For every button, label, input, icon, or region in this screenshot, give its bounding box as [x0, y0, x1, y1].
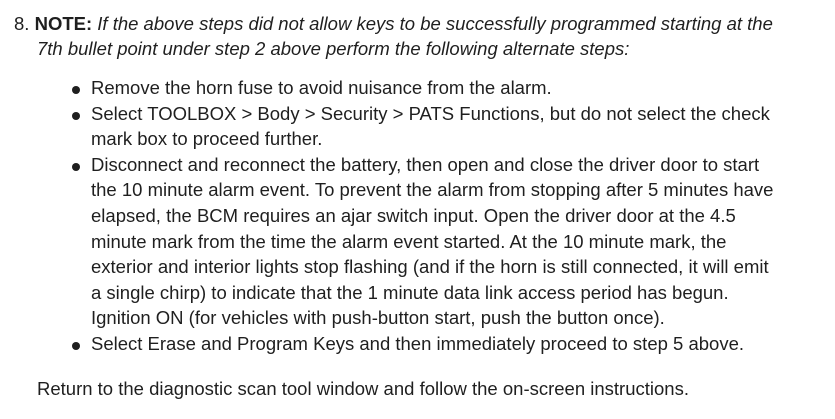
bullet-text-line: Remove the horn fuse to avoid nuisance from the alarm.: [91, 77, 552, 98]
bullet-dot-icon: [72, 112, 80, 120]
step-8-heading: [14, 11, 829, 36]
bullet-text-line: Ignition ON (for vehicles with push-button start, push the button once).: [91, 307, 665, 329]
bullet-text-line: the 10 minute alarm event. To prevent the alarm from stopping after 5 minutes have: [91, 179, 774, 201]
bullet-text-line: mark box to proceed further.: [91, 128, 323, 150]
note-label: NOTE:: [34, 13, 93, 34]
bullet-text-line: exterior and interior lights stop flashing (and if the horn is still connected, it will emit: [91, 256, 769, 278]
bullet-text-line: a single chirp) to indicate that the 1 minute data link access period has begun.: [91, 281, 729, 303]
bullet-text-line: Select Erase and Program Keys and then immediately proceed to step 5 above.: [91, 333, 745, 354]
note-text-line-1: If the above steps did not allow keys to be successfully programmed starting at the: [97, 13, 773, 34]
final-instruction: Return to the diagnostic scan tool window and follow the on-screen instructions.: [37, 378, 689, 399]
bullet-text-line: Select TOOLBOX > Body > Security > PATS Functions, but do not select the check: [91, 102, 770, 124]
bullet-text-line: Disconnect and reconnect the battery, then open and close the driver door to start: [91, 153, 760, 175]
bullet-dot-icon: [72, 163, 80, 171]
step-number: 8.: [14, 13, 30, 34]
note-text-line-2: 7th bullet point under step 2 above perform the following alternate steps:: [37, 38, 630, 59]
bullet-text-line: minute mark from the time the alarm event started. At the 10 minute mark, the: [91, 230, 727, 252]
bullet-dot-icon: [72, 86, 80, 94]
bullet-dot-icon: [72, 342, 80, 350]
bullet-text-line: elapsed, the BCM requires an ajar switch input. Open the driver door at the 4.5: [91, 205, 736, 226]
